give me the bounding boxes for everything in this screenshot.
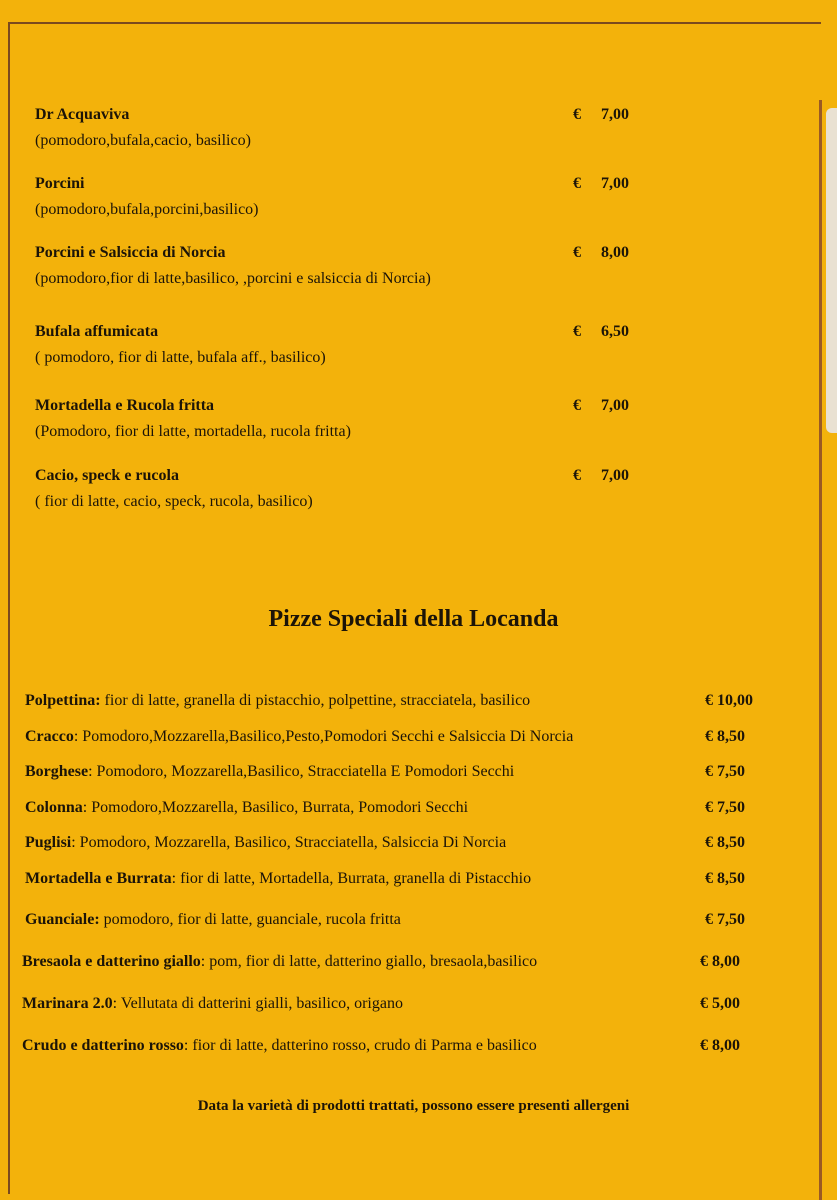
item-price — [573, 323, 629, 341]
special-description: : fior di latte, datterino rosso, crudo di Parma e basilico — [183, 1037, 537, 1054]
special-item — [25, 728, 775, 746]
special-name: Colonna — [25, 799, 83, 816]
special-name: Puglisi — [25, 834, 72, 851]
special-name: Marinara 2.0 — [22, 995, 113, 1012]
menu-item — [35, 106, 655, 150]
special-description: : Pomodoro, Mozzarella,Basilico, Stracciatella E Pomodori Secchi — [88, 763, 515, 780]
currency-symbol: € — [573, 397, 581, 414]
item-description: (Pomodoro, fior di latte, mortadella, rucola fritta) — [35, 423, 351, 440]
special-price: € 8,50 — [705, 834, 745, 851]
special-price: € 10,00 — [705, 692, 753, 709]
special-item — [25, 870, 775, 888]
allergen-note: Data la varietà di prodotti trattati, possono essere presenti allergeni — [197, 1098, 630, 1114]
special-description: : pom, fior di latte, datterino giallo, bresaola,basilico — [200, 953, 538, 970]
item-description: (pomodoro,fior di latte,basilico, ,porcini e salsiccia di Norcia) — [35, 270, 431, 287]
item-price — [573, 175, 629, 193]
item-price — [573, 467, 629, 485]
item-name: Porcini — [35, 175, 85, 192]
menu-item — [35, 467, 655, 511]
currency-symbol: € — [573, 244, 581, 261]
special-item — [25, 834, 775, 852]
price-value: 7,00 — [601, 106, 629, 123]
special-price: € 7,50 — [705, 799, 745, 816]
special-name: Polpettina: — [25, 692, 101, 709]
menu-item — [35, 397, 655, 441]
special-item — [22, 1037, 772, 1055]
special-price: € 8,50 — [705, 870, 745, 887]
item-price — [573, 244, 629, 262]
item-description: (pomodoro,bufala,porcini,basilico) — [35, 201, 259, 218]
item-price — [573, 106, 629, 124]
item-name: Porcini e Salsiccia di Norcia — [35, 244, 226, 261]
price-value: 7,00 — [601, 175, 629, 192]
special-description: : Vellutata di datterini gialli, basilico, origano — [112, 995, 403, 1012]
item-name: Mortadella e Rucola fritta — [35, 397, 215, 414]
special-price: € 8,00 — [700, 953, 740, 970]
menu-item — [35, 323, 655, 367]
price-value: 8,00 — [601, 244, 629, 261]
price-value: 7,00 — [601, 467, 629, 484]
special-price: € 5,00 — [700, 995, 740, 1012]
special-description: : Pomodoro,Mozzarella,Basilico,Pesto,Pomodori Secchi e Salsiccia Di Norcia — [73, 728, 574, 745]
special-item — [22, 953, 772, 971]
special-item — [25, 763, 775, 781]
special-name: Cracco — [25, 728, 74, 745]
item-name: Bufala affumicata — [35, 323, 159, 340]
price-value: 6,50 — [601, 323, 629, 340]
currency-symbol: € — [573, 175, 581, 192]
special-price: € 8,00 — [700, 1037, 740, 1054]
special-price: € 8,50 — [705, 728, 745, 745]
frame-right-edge — [819, 100, 822, 1200]
special-item — [25, 692, 775, 710]
menu-item — [35, 244, 735, 288]
special-name: Mortadella e Burrata — [25, 870, 172, 887]
special-name: Crudo e datterino rosso — [22, 1037, 184, 1054]
special-price: € 7,50 — [705, 911, 745, 928]
menu-item — [35, 175, 655, 219]
special-name: Borghese — [25, 763, 89, 780]
special-description: : Pomodoro, Mozzarella, Basilico, Stracciatella, Salsiccia Di Norcia — [71, 834, 507, 851]
special-description: pomodoro, fior di latte, guanciale, rucola fritta — [99, 911, 401, 928]
item-name: Dr Acquaviva — [35, 106, 130, 123]
scrollbar-thumb[interactable] — [826, 108, 837, 433]
currency-symbol: € — [573, 106, 581, 123]
item-description: ( pomodoro, fior di latte, bufala aff., basilico) — [35, 349, 326, 366]
special-name: Bresaola e datterino giallo — [22, 953, 201, 970]
item-description: (pomodoro,bufala,cacio, basilico) — [35, 132, 251, 149]
special-item — [25, 799, 775, 817]
special-item — [22, 995, 772, 1013]
special-description: : fior di latte, Mortadella, Burrata, granella di Pistacchio — [171, 870, 532, 887]
special-description: fior di latte, granella di pistacchio, polpettine, stracciatela, basilico — [100, 692, 531, 709]
special-price: € 7,50 — [705, 763, 745, 780]
special-item — [25, 911, 775, 929]
item-name: Cacio, speck e rucola — [35, 467, 179, 484]
item-price — [573, 397, 629, 415]
item-description: ( fior di latte, cacio, speck, rucola, basilico) — [35, 493, 313, 510]
price-value: 7,00 — [601, 397, 629, 414]
currency-symbol: € — [573, 467, 581, 484]
section-title: Pizze Speciali della Locanda — [268, 606, 559, 632]
currency-symbol: € — [573, 323, 581, 340]
special-description: : Pomodoro,Mozzarella, Basilico, Burrata, Pomodori Secchi — [82, 799, 469, 816]
special-name: Guanciale: — [25, 911, 100, 928]
